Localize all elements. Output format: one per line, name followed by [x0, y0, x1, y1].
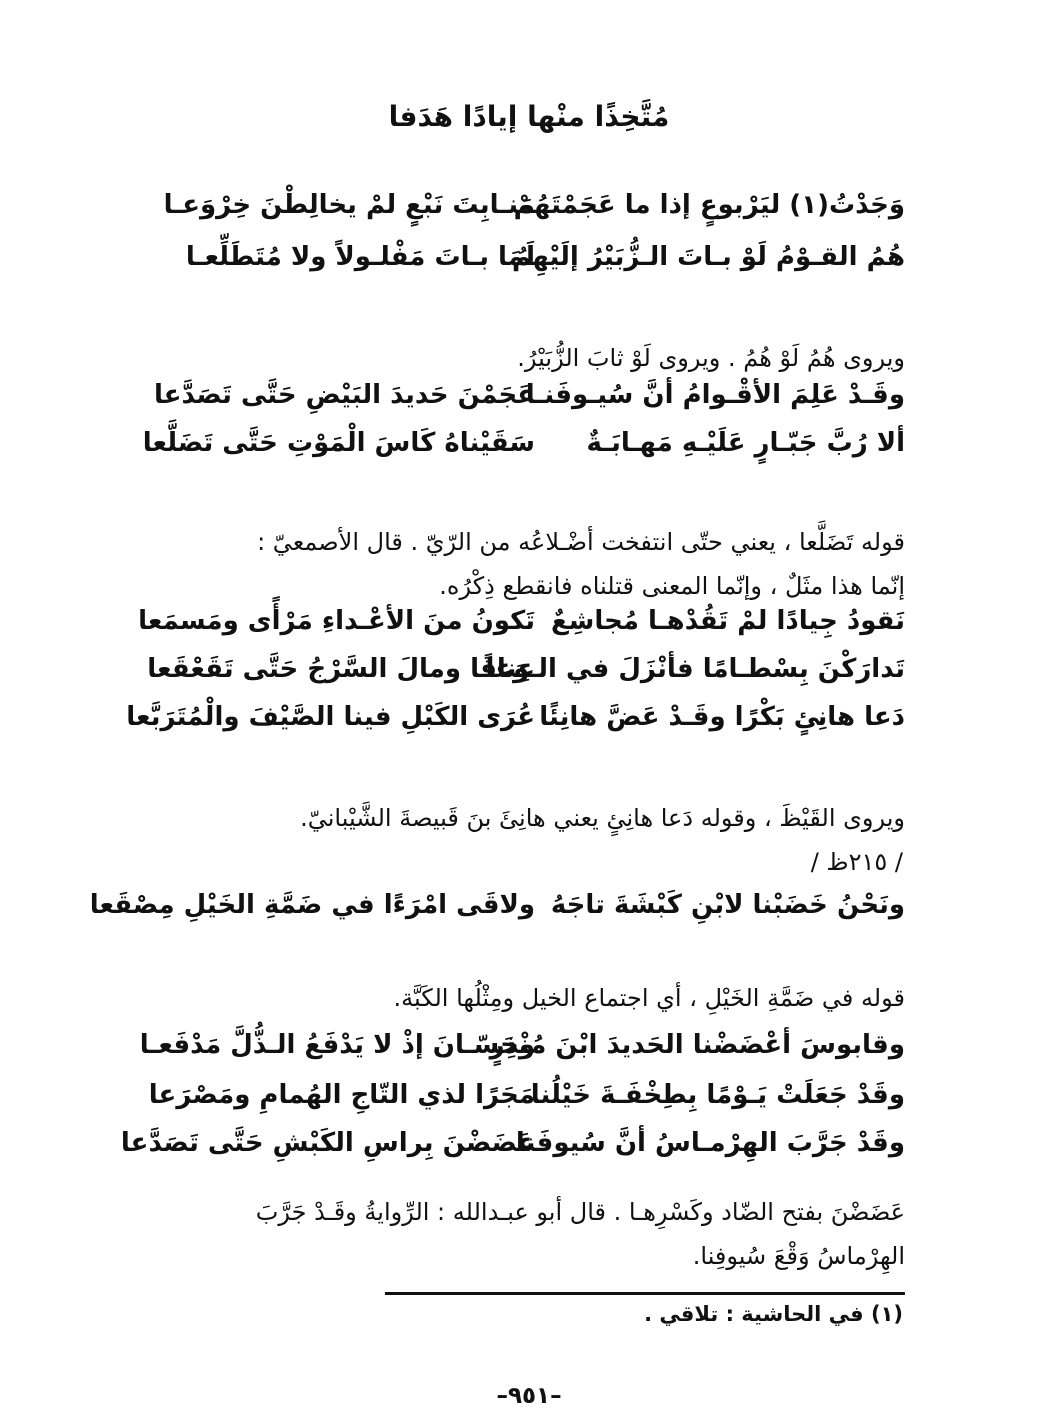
commentary-paragraph	[160, 520, 905, 608]
commentary-line: الهِرْماسُ وَقْعَ سُيوفِنا.	[692, 1242, 905, 1270]
verse-line	[89, 890, 905, 936]
verse-line	[126, 702, 905, 748]
first-hemistich: هُمُ القـوْمُ لَوْ بـاتَ الـزُّبَيْرُ إلَيْهِمُ	[511, 242, 905, 272]
first-hemistich: وقابوسَ أعْضَضْنا الحَديدَ ابْنَ مُنْذِرٍ	[489, 1030, 905, 1060]
page-heading: مُتَّخِذًا منْها إيادًا هَدَفا	[388, 100, 670, 133]
commentary-line: إنّما هذا مثَلٌ ، وإنّما المعنى قتلناه فانقطع ذِكْرُه.	[439, 572, 905, 600]
verse-line	[120, 1128, 905, 1174]
verse-line	[147, 654, 905, 700]
verse-line	[138, 606, 905, 652]
second-hemistich: عِناقًا ومالَ السَّرْجُ حَتَّى تَقَعْقَعا	[147, 654, 535, 684]
commentary-paragraph: قوله في ضَمَّةِ الخَيْلِ ، أي اجتماع الخيل ومِثْلُها الكَبَّة.	[393, 984, 905, 1012]
footnote: (١) في الحاشية : تلاقي .	[644, 1302, 903, 1326]
folio-marker: / ٢١٥ظ /	[810, 848, 903, 876]
verse-line	[142, 428, 905, 474]
first-hemistich: نَقودُ جِيادًا لمْ تَقُدْهـا مُجاشِعٌ	[551, 606, 905, 636]
verse-line	[139, 1030, 905, 1076]
verse-line	[148, 1080, 905, 1126]
commentary-paragraph: ويروى القَيْظَ ، وقوله دَعا هانِئٍ يعني هانِئَ بنَ قَبيصةَ الشَّيْبانيّ.	[300, 804, 905, 832]
first-hemistich: ونَحْنُ خَضَبْنا لابْنِ كَبْشَةَ تاجَهُ	[550, 890, 905, 920]
first-hemistich: وقَدْ جَرَّبَ الهِرْمـاسُ أنَّ سُيوفَنا	[515, 1128, 905, 1158]
first-hemistich: تَدارَكْنَ بِسْطـامًا فأنْزَلَ في الـوَغا	[485, 654, 905, 684]
commentary-paragraph	[160, 1190, 905, 1278]
first-hemistich: وقَدْ جَعَلَتْ يَـوْمًا بِطِخْفَـةَ خَيْلُنا	[530, 1080, 905, 1110]
second-hemistich: وحَسّـانَ إذْ لا يَدْفَعُ الـذُّلَّ مَدْفَعـا	[139, 1030, 535, 1060]
second-hemistich: عُرَى الكَبْلِ فينا الصَّيْفَ والْمُتَرَبَّعا	[126, 702, 535, 732]
second-hemistich: مَجَرًا لذي التّاجِ الهُمامِ ومَصْرَعا	[148, 1080, 535, 1110]
verse-line	[160, 190, 905, 236]
first-hemistich: وَجَدْتُ(١) ليَرْبوعٍ إذا ما عَجَمْتَهُمْ	[513, 190, 905, 220]
second-hemistich: مَنـابِتَ نَبْعٍ لمْ يخالِطْنَ خِرْوَعـا	[163, 190, 535, 220]
page-number: –٩٥١–	[496, 1383, 562, 1409]
verse-line	[160, 242, 905, 288]
footnote-divider	[385, 1292, 905, 1295]
second-hemistich: لَمَا بـاتَ مَفْلـولاً ولا مُتَطَلِّعـا	[185, 242, 535, 272]
second-hemistich: سَقَيْناهُ كَاسَ الْمَوْتِ حَتَّى تَضَلَّعا	[142, 428, 535, 458]
second-hemistich: عَضَضْنَ بِراسِ الكَبْشِ حَتَّى تَصَدَّعا	[120, 1128, 535, 1158]
commentary-line: عَضَضْنَ بفتح الضّاد وكَسْرِهـا . قال أبو عبـدالله : الرِّوايةُ وقَـدْ جَرَّبَ	[255, 1198, 905, 1226]
commentary-paragraph: ويروى هُمُ لَوْ هُمُ . ويروى لَوْ ثابَ الزُّبَيْرُ.	[517, 344, 905, 372]
commentary-line: قوله تَضَلَّعا ، يعني حتّى انتفخت أضْـلاعُه من الرّيّ . قال الأصمعيّ :	[257, 528, 905, 556]
first-hemistich: وقَـدْ عَلِمَ الأقْـوامُ أنَّ سُيـوفَنـا	[525, 380, 905, 410]
first-hemistich: ألا رُبَّ جَبّـارٍ عَلَيْـهِ مَهـابَـةٌ	[586, 428, 905, 458]
second-hemistich: تَكونُ منَ الأعْـداءِ مَرْأًى ومَسمَعا	[138, 606, 535, 636]
first-hemistich: دَعا هانِئٍ بَكْرًا وقَـدْ عَضَّ هانِئًا	[539, 702, 905, 732]
second-hemistich: عَجَمْنَ حَديدَ البَيْضِ حَتَّى تَصَدَّعا	[153, 380, 535, 410]
second-hemistich: ولاقَى امْرَءًا في ضَمَّةِ الخَيْلِ مِصْقَعا	[89, 890, 535, 920]
verse-line	[153, 380, 905, 426]
